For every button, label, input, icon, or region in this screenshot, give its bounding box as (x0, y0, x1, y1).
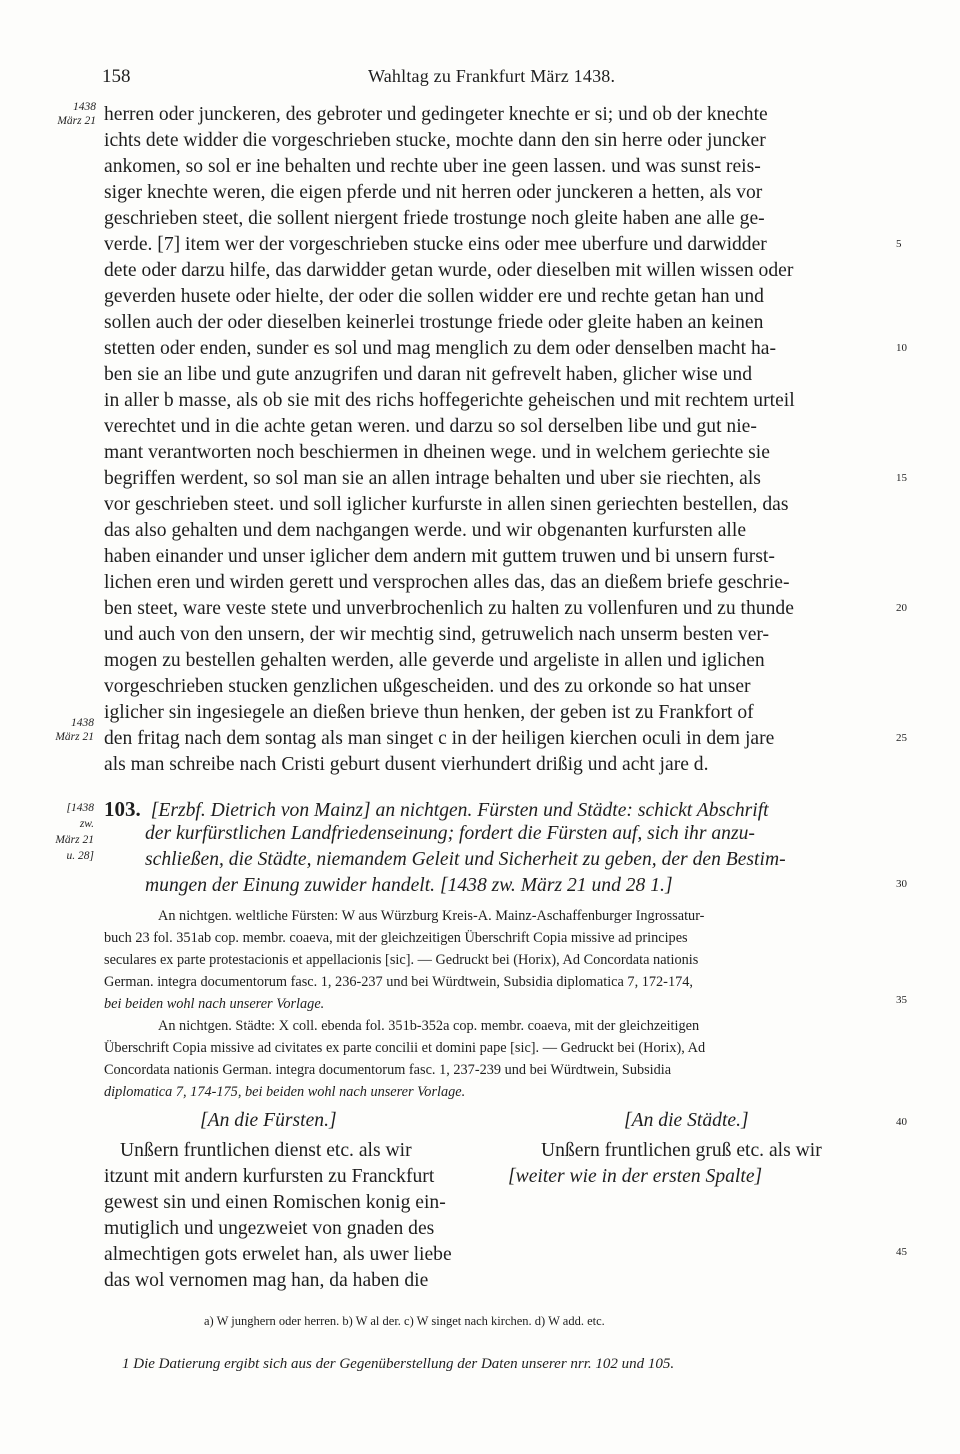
left-column-line: mutiglich und ungezweiet von gnaden des (104, 1218, 435, 1239)
text-line: verde. [7] item wer der vorgeschrieben stucke eins oder mee uberfure und darwidder (104, 234, 767, 255)
text-line: als man schreibe nach Cristi geburt dusent vierhundert drißig und acht jare d. (104, 754, 709, 775)
text-line: lichen eren und wirden gerett und versprochen alles das, das an dießem briefe geschrie- (104, 572, 790, 593)
left-column-heading: [An die Fürsten.] (200, 1110, 337, 1131)
document-title-line: schließen, die Städte, niemandem Geleit und Sicherheit zu geben, der den Bestim- (145, 849, 786, 870)
text-line: ankomen, so sol er ine behalten und rechte uber ine geen lassen. und was sunst reis- (104, 156, 761, 177)
text-line: verechtet und in die achte getan weren. und darzu so sol derselben libe und gut nie- (104, 416, 757, 437)
right-column-line: Unßern fruntlichen gruß etc. als wir (541, 1140, 822, 1161)
historical-footnote: 1 Die Datierung ergibt sich aus der Gegenüberstellung der Daten unserer nrr. 102 und 105. (122, 1356, 675, 1372)
text-line: iglicher sin ingesiegele an dießen brieve thun henken, der geben ist zu Frankfort of (104, 702, 754, 723)
note-line: Überschrift Copia missive ad civitates ex parte concilii et domini pape [sic]. — Gedruckt bei (Horix), Ad (104, 1040, 706, 1056)
document-title-line: der kurfürstlichen Landfriedenseinung; fordert die Fürsten auf, sich ihr anzu- (145, 823, 755, 844)
critical-apparatus: a) W junghern oder herren. b) W al der. c) W singet nach kirchen. d) W add. etc. (204, 1314, 605, 1328)
left-column-line: itzunt mit andern kurfursten zu Franckfurt (104, 1166, 435, 1187)
left-column-line: Unßern fruntlichen dienst etc. als wir (120, 1140, 412, 1161)
line-number: 15 (896, 472, 907, 484)
margin-date-document: [1438 zw. März 21 u. 28] (55, 802, 94, 862)
text-line: begriffen werdent, so sol man sie an allen intrage behalten und uber sie riechten, als (104, 468, 761, 489)
text-line: herren oder junckeren, des gebroter und gedingeter knechte er si; und ob der knechte (104, 104, 768, 125)
text-line: dete oder darzu hilfe, das darwidder getan wurde, oder dieselben mit willen wissen oder (104, 260, 794, 281)
text-line: geschrieben steet, die sollent niergent friede trostunge noch gleite haben ane alle ge- (104, 208, 765, 229)
margin-date-top: 1438 März 21 (57, 101, 96, 127)
text-line: das also gehalten und dem nachgangen werde. und wir obgenanten kurfursten alle (104, 520, 747, 541)
text-line: stetten oder enden, sunder es sol und mag menglich zu dem oder denselben macht ha- (104, 338, 776, 359)
line-number: 20 (896, 602, 907, 614)
note-line: buch 23 fol. 351ab cop. membr. coaeva, mit der gleichzeitigen Überschrift Copia missive ad principes (104, 930, 688, 946)
text-line: mogen zu bestellen gehalten werden, alle geverde und argeliste in allen und iglichen (104, 650, 765, 671)
document-title-line: mungen der Einung zuwider handelt. [1438 zw. März 21 und 28 1.] (145, 875, 673, 896)
note-line: An nichtgen. Städte: X coll. ebenda fol. 351b-352a cop. membr. coaeva, mit der gleichzeitigen (158, 1018, 700, 1034)
document-number: 103. (104, 797, 141, 821)
line-number: 35 (896, 994, 907, 1006)
left-column-line: gewest sin und einen Romischen konig ein- (104, 1192, 446, 1213)
note-line: seculares ex parte protestacionis et appellacionis [sic]. — Gedruckt bei (Horix), Ad Concordata nationis (104, 952, 699, 968)
note-line: An nichtgen. weltliche Fürsten: W aus Würzburg Kreis-A. Mainz-Aschaffenburger Ingrossatur- (158, 908, 705, 924)
line-number: 5 (896, 238, 902, 250)
text-line: vor geschrieben steet. und soll iglicher kurfurste in allen sinen geriechten bestellen, das (104, 494, 789, 515)
document-title-line: [Erzbf. Dietrich von Mainz] an nichtgen. Fürsten und Städte: schickt Abschrift (150, 800, 769, 821)
text-line: den fritag nach dem sontag als man singet c in der heiligen kierchen oculi in dem jare (104, 728, 775, 749)
line-number: 45 (896, 1246, 907, 1258)
text-line: ben sie an libe und gute anzugrifen und daran nit gefrevelt haben, glicher wise und (104, 364, 753, 385)
line-number: 40 (896, 1116, 907, 1128)
text-line: geverden husete oder hielte, der oder die sollen widder ere und rechte getan han und (104, 286, 764, 307)
text-line: ichts dete widder die vorgeschrieben stucke, mochte dann den sin herre oder juncker (104, 130, 766, 151)
line-number: 30 (896, 878, 907, 890)
text-line: vorgeschrieben stucken genzlichen ußgescheiden. und des zu orkonde so hat unser (104, 676, 751, 697)
line-number: 25 (896, 732, 907, 744)
right-column-heading: [An die Städte.] (624, 1110, 749, 1131)
note-line: diplomatica 7, 174-175, bei beiden wohl nach unserer Vorlage. (104, 1084, 466, 1100)
text-line: haben einander und unser iglicher dem andern mit guttem truwen und bi unsern furst- (104, 546, 775, 567)
margin-date-mid: 1438 März 21 (55, 717, 94, 743)
text-line: siger knechte weren, die eigen pferde und nit herren oder junckeren a hetten, als vor (104, 182, 763, 203)
note-line: bei beiden wohl nach unserer Vorlage. (104, 996, 325, 1012)
left-column-line: almechtigen gots erwelet han, als uwer liebe (104, 1244, 452, 1265)
text-line: sollen auch der oder dieselben keinerlei trostunge friede oder gleite haben an keinen (104, 312, 764, 333)
text-line: in aller b masse, als ob sie mit des richs hoffegerichte geheischen und mit rechtem urteil (104, 390, 795, 411)
running-title: Wahltag zu Frankfurt März 1438. (368, 66, 616, 86)
left-column-line: das wol vernomen mag han, da haben die (104, 1270, 429, 1291)
right-column-line: [weiter wie in der ersten Spalte] (508, 1166, 763, 1187)
note-line: Concordata nationis German. integra documentorum fasc. 1, 237-239 und bei Würdtwein, Subsidia (104, 1062, 672, 1078)
note-line: German. integra documentorum fasc. 1, 236-237 und bei Würdtwein, Subsidia diplomatica 7, 172-174, (104, 974, 693, 990)
page-number: 158 (102, 66, 131, 87)
text-line: und auch von den unsern, der wir mechtig sind, getruwelich nach unserm besten ver- (104, 624, 770, 645)
text-line: mant verantworten noch beschiermen in dheinen wege. und in welchem geriechte sie (104, 442, 770, 463)
line-number: 10 (896, 342, 907, 354)
text-line: ben steet, ware veste stete und unverbrochenlich zu halten zu vollenfuren und zu thunde (104, 598, 794, 619)
